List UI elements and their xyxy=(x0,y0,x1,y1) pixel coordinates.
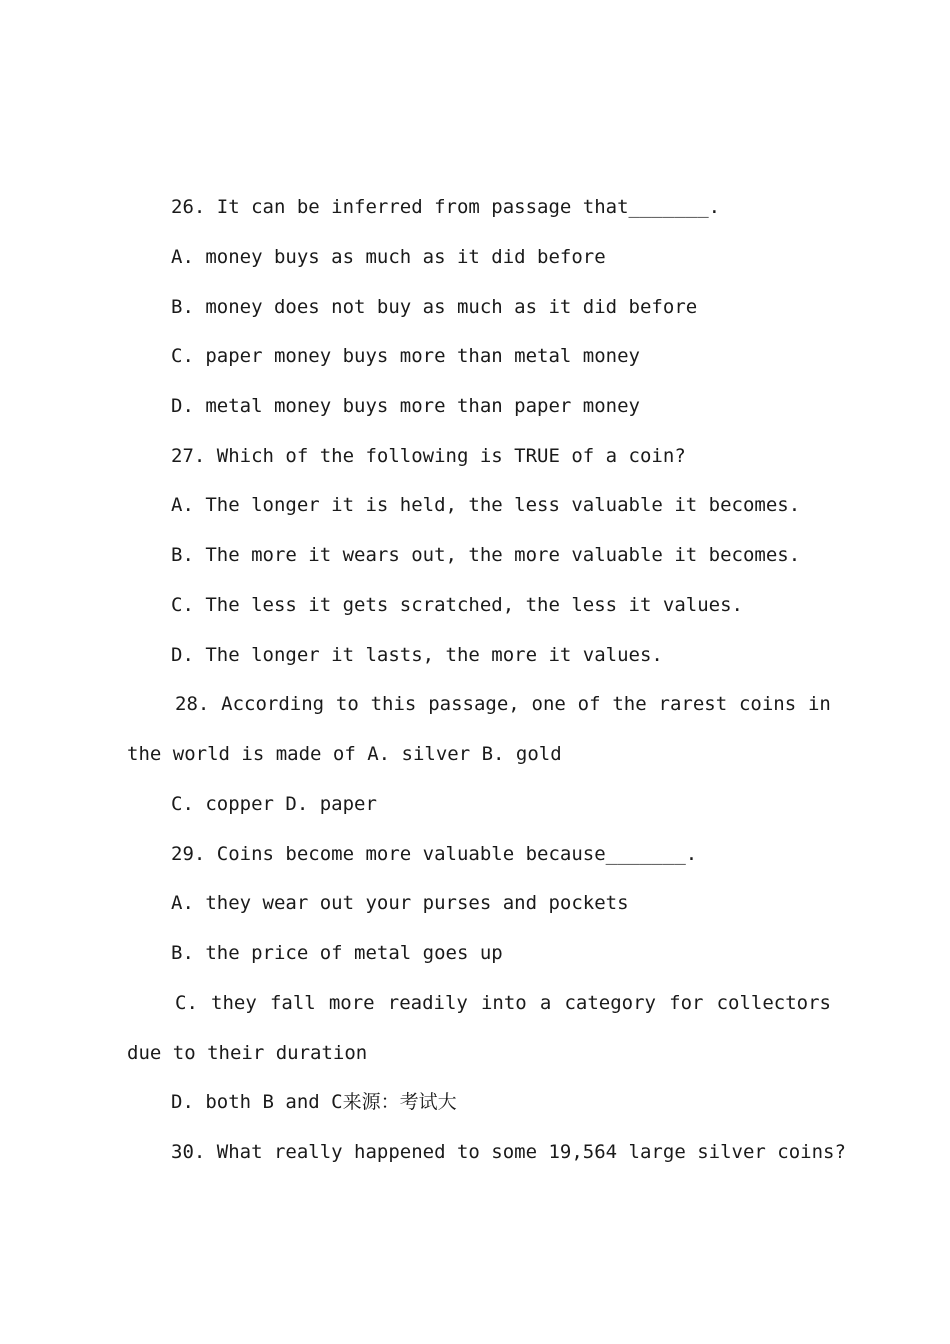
question-28-stem-continued: the world is made of A. silver B. gold xyxy=(127,743,562,765)
word: readily xyxy=(387,992,468,1014)
word: they xyxy=(211,992,257,1014)
word: C. xyxy=(175,992,198,1014)
question-29-option-c xyxy=(175,991,831,1015)
word: this xyxy=(370,693,417,715)
question-29-option-a: A. they wear out your purses and pockets xyxy=(171,892,629,914)
question-26-option-c: C. paper money buys more than metal money xyxy=(171,345,640,367)
word: fall xyxy=(269,992,316,1014)
word: more xyxy=(328,992,375,1014)
question-28-stem xyxy=(175,692,831,716)
word: coins xyxy=(738,693,797,715)
word: category xyxy=(564,992,656,1014)
word: collectors xyxy=(716,992,831,1014)
word: a xyxy=(539,992,552,1014)
question-30-stem: 30. What really happened to some 19,564 large silver coins? xyxy=(171,1141,846,1163)
source-note: 来源：考试大 xyxy=(342,1091,457,1113)
word: of xyxy=(577,693,601,715)
question-26-option-a: A. money buys as much as it did before xyxy=(171,246,606,268)
question-29-option-c-continued: due to their duration xyxy=(127,1042,368,1064)
word: 28. xyxy=(175,693,210,715)
word: in xyxy=(807,693,831,715)
question-26-stem: 26. It can be inferred from passage that_______. xyxy=(171,196,721,218)
question-27-option-a: A. The longer it is held, the less valuable it becomes. xyxy=(171,494,801,516)
question-28-option-c-d: C. copper D. paper xyxy=(171,793,377,815)
word: into xyxy=(480,992,527,1014)
question-26-option-d: D. metal money buys more than paper money xyxy=(171,395,640,417)
question-29-option-d xyxy=(171,1090,457,1114)
question-29-option-b: B. the price of metal goes up xyxy=(171,942,503,964)
question-27-option-b: B. The more it wears out, the more valuable it becomes. xyxy=(171,544,801,566)
word: passage, xyxy=(428,693,520,715)
word: the xyxy=(612,693,647,715)
question-27-option-d: D. The longer it lasts, the more it values. xyxy=(171,644,663,666)
word: to xyxy=(335,693,359,715)
word: According xyxy=(221,693,325,715)
word: one xyxy=(531,693,566,715)
option-d-text: D. both B and C xyxy=(171,1091,343,1113)
question-26-option-b: B. money does not buy as much as it did before xyxy=(171,296,698,318)
question-27-stem: 27. Which of the following is TRUE of a coin? xyxy=(171,445,686,467)
word: for xyxy=(669,992,704,1014)
question-29-stem: 29. Coins become more valuable because_______. xyxy=(171,843,698,865)
question-27-option-c: C. The less it gets scratched, the less it values. xyxy=(171,594,743,616)
word: rarest xyxy=(658,693,728,715)
